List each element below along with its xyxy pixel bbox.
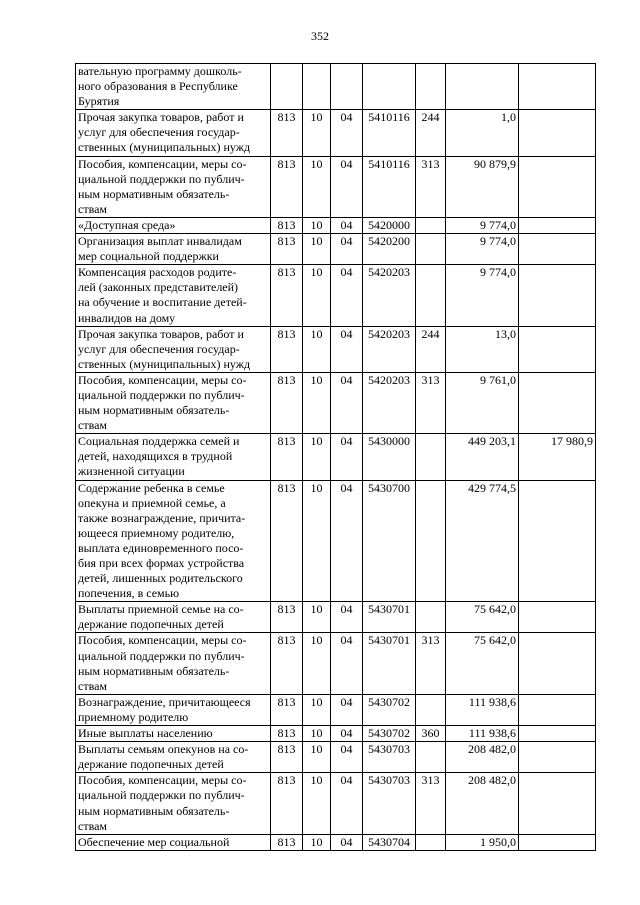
- expense-type-cell: 313: [416, 633, 446, 694]
- table-row: [76, 773, 596, 834]
- ministry-code-cell: 813: [271, 217, 303, 233]
- subvention-amount-cell: [519, 234, 596, 265]
- item-name-line: Пособия, компенсации, меры со-: [78, 773, 247, 788]
- budget-table: [75, 63, 596, 851]
- subvention-amount-cell: [519, 156, 596, 217]
- section-code-cell: 10: [303, 372, 331, 433]
- item-name-line: ным нормативным обязатель-: [78, 803, 230, 818]
- subvention-amount-cell: [519, 110, 596, 156]
- expense-type-cell: [416, 742, 446, 773]
- expense-type-cell: [416, 434, 446, 480]
- item-name-cell: [76, 434, 271, 480]
- item-name-line: ствам: [78, 418, 107, 433]
- amount-cell: 9 774,0: [446, 217, 519, 233]
- subsection-code-cell: 04: [331, 434, 363, 480]
- item-name-cell: [76, 726, 271, 742]
- item-name-cell: [76, 234, 271, 265]
- amount-cell: 208 482,0: [446, 773, 519, 834]
- subsection-code-cell: 04: [331, 694, 363, 725]
- amount-cell: 208 482,0: [446, 742, 519, 773]
- ministry-code-cell: 813: [271, 326, 303, 372]
- expense-type-cell: 313: [416, 773, 446, 834]
- expense-type-cell: [416, 265, 446, 326]
- section-code-cell: 10: [303, 434, 331, 480]
- subsection-code-cell: 04: [331, 633, 363, 694]
- item-name-cell: [76, 773, 271, 834]
- table-row: [76, 234, 596, 265]
- item-name-line: держание подопечных детей: [78, 617, 224, 632]
- section-code-cell: 10: [303, 480, 331, 602]
- amount-cell: 111 938,6: [446, 694, 519, 725]
- table-row: [76, 480, 596, 602]
- ministry-code-cell: 813: [271, 773, 303, 834]
- table-row: [76, 110, 596, 156]
- item-name-line: ным нормативным обязатель-: [78, 403, 230, 418]
- target-article-cell: [363, 64, 416, 110]
- section-code-cell: 10: [303, 217, 331, 233]
- subsection-code-cell: [331, 64, 363, 110]
- item-name-line: ным нормативным обязатель-: [78, 663, 230, 678]
- target-article-cell: 5420200: [363, 234, 416, 265]
- item-name-line: мер социальной поддержки: [78, 249, 219, 264]
- ministry-code-cell: 813: [271, 234, 303, 265]
- subsection-code-cell: 04: [331, 480, 363, 602]
- item-name-line: попечения, в семью: [78, 586, 180, 601]
- ministry-code-cell: 813: [271, 834, 303, 850]
- ministry-code-cell: 813: [271, 110, 303, 156]
- item-name-cell: [76, 217, 271, 233]
- subsection-code-cell: 04: [331, 773, 363, 834]
- item-name-line: бия при всех формах устройства: [78, 556, 245, 570]
- item-name-line: держание подопечных детей: [78, 757, 224, 772]
- table-row: [76, 834, 596, 850]
- ministry-code-cell: 813: [271, 694, 303, 725]
- item-name-line: инвалидов на дому: [78, 310, 176, 325]
- item-name-line: Компенсация расходов родите-: [78, 265, 237, 280]
- section-code-cell: 10: [303, 326, 331, 372]
- table-row: [76, 602, 596, 633]
- subvention-amount-cell: [519, 372, 596, 433]
- target-article-cell: 5430704: [363, 834, 416, 850]
- amount-cell: 9 761,0: [446, 372, 519, 433]
- subsection-code-cell: 04: [331, 602, 363, 633]
- item-name-line: циальной поддержки по публич-: [78, 171, 245, 186]
- item-name-line: Вознаграждение, причитающееся: [78, 694, 251, 709]
- item-name-line: Прочая закупка товаров, работ и: [78, 110, 244, 125]
- item-name-line: ственных (муниципальных) нужд: [78, 140, 251, 155]
- page-number: 352: [311, 29, 329, 43]
- table-row: [76, 372, 596, 433]
- amount-cell: [446, 64, 519, 110]
- ministry-code-cell: 813: [271, 742, 303, 773]
- expense-type-cell: [416, 234, 446, 265]
- target-article-cell: 5430703: [363, 773, 416, 834]
- table-row: [76, 265, 596, 326]
- ministry-code-cell: 813: [271, 265, 303, 326]
- subsection-code-cell: 04: [331, 110, 363, 156]
- section-code-cell: 10: [303, 602, 331, 633]
- item-name-line: Выплаты приемной семье на со-: [78, 602, 244, 617]
- item-name-line: Иные выплаты населению: [78, 726, 213, 741]
- item-name-line: детей, находящихся в трудной: [78, 449, 233, 464]
- ministry-code-cell: [271, 64, 303, 110]
- subsection-code-cell: 04: [331, 326, 363, 372]
- amount-cell: 13,0: [446, 326, 519, 372]
- item-name-line: ствам: [78, 818, 107, 833]
- subsection-code-cell: 04: [331, 834, 363, 850]
- expense-type-cell: [416, 64, 446, 110]
- item-name-line: детей, лишенных родительского: [78, 571, 243, 586]
- item-name-cell: [76, 372, 271, 433]
- subvention-amount-cell: [519, 217, 596, 233]
- subsection-code-cell: 04: [331, 726, 363, 742]
- table-row: [76, 64, 596, 110]
- target-article-cell: 5430700: [363, 480, 416, 602]
- item-name-line: Организация выплат инвалидам: [78, 234, 242, 249]
- target-article-cell: 5420000: [363, 217, 416, 233]
- section-code-cell: [303, 64, 331, 110]
- amount-cell: 429 774,5: [446, 480, 519, 602]
- subsection-code-cell: 04: [331, 234, 363, 265]
- item-name-line: ным нормативным обязатель-: [78, 186, 230, 201]
- target-article-cell: 5430703: [363, 742, 416, 773]
- section-code-cell: 10: [303, 110, 331, 156]
- amount-cell: 449 203,1: [446, 434, 519, 480]
- item-name-line: вательную программу дошколь-: [78, 64, 242, 78]
- item-name-cell: [76, 326, 271, 372]
- item-name-cell: [76, 742, 271, 773]
- target-article-cell: 5430000: [363, 434, 416, 480]
- item-name-line: Прочая закупка товаров, работ и: [78, 326, 244, 341]
- amount-cell: 90 879,9: [446, 156, 519, 217]
- subvention-amount-cell: [519, 773, 596, 834]
- table-row: [76, 726, 596, 742]
- item-name-line: также вознаграждение, причита-: [78, 510, 246, 525]
- amount-cell: 75 642,0: [446, 602, 519, 633]
- section-code-cell: 10: [303, 234, 331, 265]
- item-name-line: Бурятия: [78, 94, 120, 109]
- target-article-cell: 5420203: [363, 372, 416, 433]
- target-article-cell: 5410116: [363, 110, 416, 156]
- item-name-cell: [76, 694, 271, 725]
- subvention-amount-cell: 17 980,9: [519, 434, 596, 480]
- expense-type-cell: [416, 834, 446, 850]
- table-row: [76, 217, 596, 233]
- item-name-line: Пособия, компенсации, меры со-: [78, 633, 247, 648]
- target-article-cell: 5430702: [363, 694, 416, 725]
- item-name-line: Обеспечение мер социальной: [78, 834, 230, 849]
- item-name-line: ствам: [78, 201, 107, 216]
- target-article-cell: 5410116: [363, 156, 416, 217]
- amount-cell: 1 950,0: [446, 834, 519, 850]
- subvention-amount-cell: [519, 726, 596, 742]
- item-name-line: циальной поддержки по публич-: [78, 648, 245, 663]
- expense-type-cell: 244: [416, 326, 446, 372]
- subvention-amount-cell: [519, 64, 596, 110]
- table-row: [76, 742, 596, 773]
- expense-type-cell: 244: [416, 110, 446, 156]
- target-article-cell: 5430701: [363, 633, 416, 694]
- table-row: [76, 694, 596, 725]
- item-name-cell: [76, 480, 271, 602]
- expense-type-cell: 313: [416, 372, 446, 433]
- item-name-line: Выплаты семьям опекунов на со-: [78, 742, 249, 757]
- item-name-line: услуг для обеспечения государ-: [78, 125, 240, 140]
- ministry-code-cell: 813: [271, 372, 303, 433]
- expense-type-cell: [416, 602, 446, 633]
- amount-cell: 9 774,0: [446, 265, 519, 326]
- item-name-line: ного образования в Республике: [78, 79, 238, 94]
- ministry-code-cell: 813: [271, 480, 303, 602]
- item-name-cell: [76, 156, 271, 217]
- amount-cell: 111 938,6: [446, 726, 519, 742]
- subvention-amount-cell: [519, 602, 596, 633]
- item-name-line: жизненной ситуации: [78, 464, 185, 479]
- table-row: [76, 633, 596, 694]
- item-name-line: Содержание ребенка в семье: [78, 480, 225, 495]
- item-name-line: Социальная поддержка семей и: [78, 434, 240, 449]
- target-article-cell: 5420203: [363, 265, 416, 326]
- section-code-cell: 10: [303, 834, 331, 850]
- table-row: [76, 156, 596, 217]
- subsection-code-cell: 04: [331, 265, 363, 326]
- item-name-cell: [76, 265, 271, 326]
- subvention-amount-cell: [519, 742, 596, 773]
- item-name-line: услуг для обеспечения государ-: [78, 341, 240, 356]
- target-article-cell: 5430701: [363, 602, 416, 633]
- ministry-code-cell: 813: [271, 602, 303, 633]
- item-name-line: циальной поддержки по публич-: [78, 788, 245, 803]
- section-code-cell: 10: [303, 742, 331, 773]
- expense-type-cell: [416, 217, 446, 233]
- subvention-amount-cell: [519, 265, 596, 326]
- ministry-code-cell: 813: [271, 633, 303, 694]
- subvention-amount-cell: [519, 480, 596, 602]
- section-code-cell: 10: [303, 694, 331, 725]
- amount-cell: 75 642,0: [446, 633, 519, 694]
- expense-type-cell: [416, 694, 446, 725]
- subvention-amount-cell: [519, 326, 596, 372]
- target-article-cell: 5430702: [363, 726, 416, 742]
- item-name-line: опекуна и приемной семье, а: [78, 495, 226, 510]
- subsection-code-cell: 04: [331, 156, 363, 217]
- expense-type-cell: 313: [416, 156, 446, 217]
- table-row: [76, 434, 596, 480]
- target-article-cell: 5420203: [363, 326, 416, 372]
- subsection-code-cell: 04: [331, 372, 363, 433]
- item-name-cell: [76, 834, 271, 850]
- item-name-line: на обучение и воспитание детей-: [78, 295, 247, 310]
- item-name-line: выплата единовременного посо-: [78, 540, 244, 555]
- item-name-line: лей (законных представителей): [78, 280, 239, 295]
- amount-cell: 1,0: [446, 110, 519, 156]
- item-name-line: Пособия, компенсации, меры со-: [78, 156, 247, 171]
- subsection-code-cell: 04: [331, 217, 363, 233]
- item-name-line: Пособия, компенсации, меры со-: [78, 372, 247, 387]
- ministry-code-cell: 813: [271, 726, 303, 742]
- amount-cell: 9 774,0: [446, 234, 519, 265]
- subsection-code-cell: 04: [331, 742, 363, 773]
- section-code-cell: 10: [303, 633, 331, 694]
- section-code-cell: 10: [303, 156, 331, 217]
- item-name-cell: [76, 633, 271, 694]
- section-code-cell: 10: [303, 773, 331, 834]
- item-name-cell: [76, 64, 271, 110]
- ministry-code-cell: 813: [271, 156, 303, 217]
- table-row: [76, 326, 596, 372]
- subvention-amount-cell: [519, 633, 596, 694]
- subvention-amount-cell: [519, 834, 596, 850]
- expense-type-cell: 360: [416, 726, 446, 742]
- item-name-line: ственных (муниципальных) нужд: [78, 356, 251, 371]
- item-name-line: циальной поддержки по публич-: [78, 387, 245, 402]
- item-name-line: приемному родителю: [78, 709, 189, 724]
- item-name-line: ствам: [78, 678, 107, 693]
- item-name-cell: [76, 602, 271, 633]
- section-code-cell: 10: [303, 265, 331, 326]
- item-name-line: «Доступная среда»: [78, 217, 176, 232]
- section-code-cell: 10: [303, 726, 331, 742]
- ministry-code-cell: 813: [271, 434, 303, 480]
- subvention-amount-cell: [519, 694, 596, 725]
- item-name-line: ющееся приемному родителю,: [78, 525, 235, 540]
- expense-type-cell: [416, 480, 446, 602]
- table-body: [76, 64, 596, 851]
- item-name-cell: [76, 110, 271, 156]
